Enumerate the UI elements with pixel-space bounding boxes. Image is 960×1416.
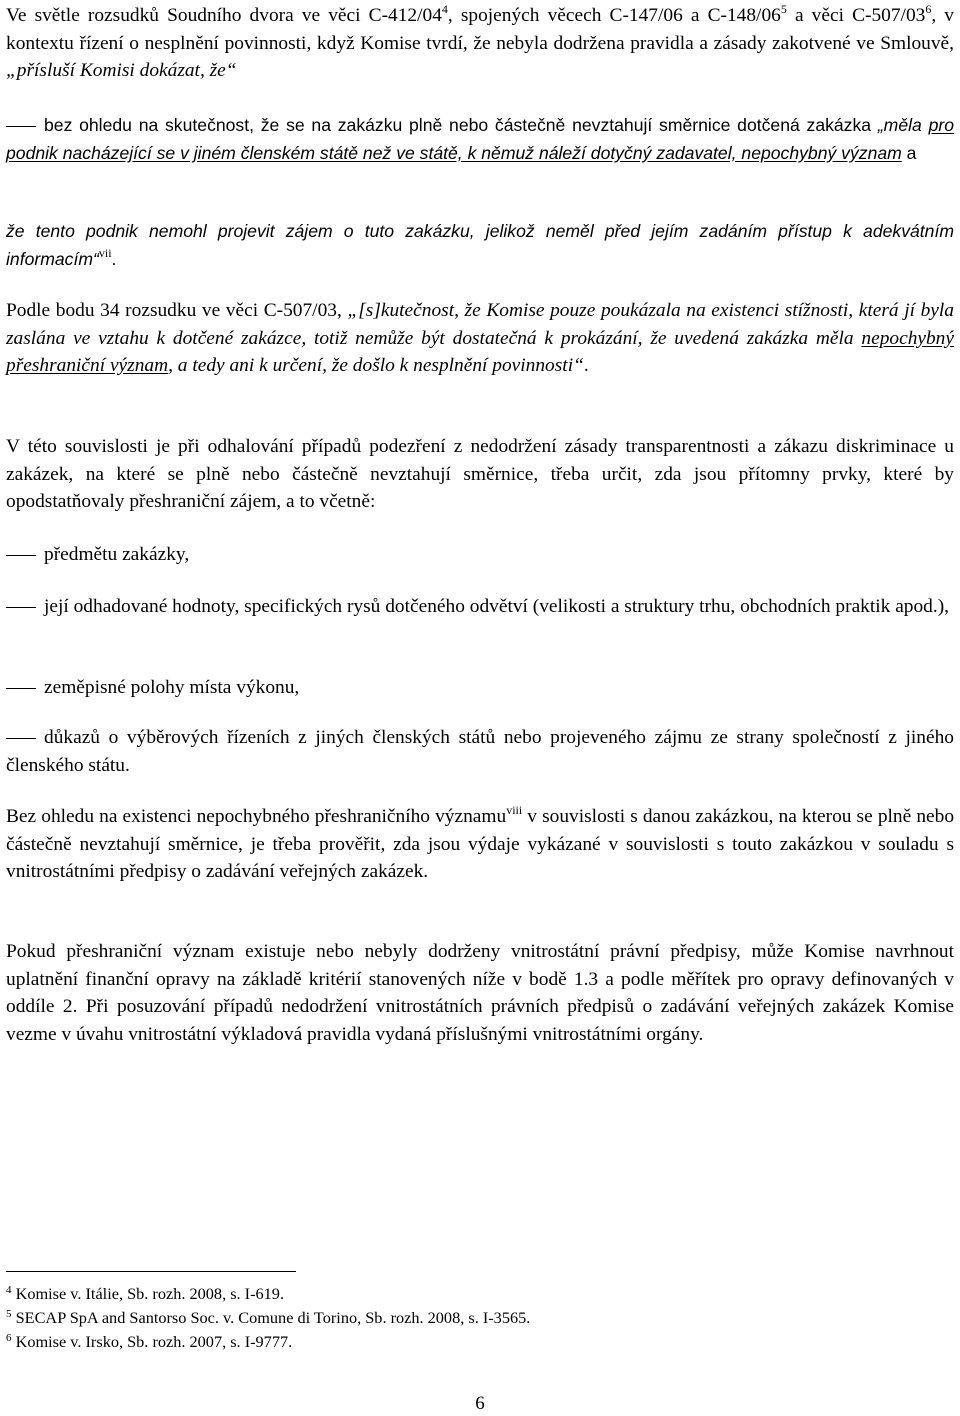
footnote-5: $^5$ SECAP SpA and Santorso Soc. v. Comune di Torino, Sb. rozh. 2008, s. I-3565. <box>6 1308 531 1327</box>
dash-bullet <box>6 126 36 127</box>
list-item: zeměpisné polohy místa výkonu, <box>6 674 954 702</box>
paragraph-cross-border: Pokud přeshraniční význam existuje nebo nebyly dodrženy vnitrostátní právní předpisy, může Komise navrhnout uplatnění finanční opravy na základě kritérií stanovených níže v bodě 1.3 a podle měřítek pro opravy definovaných v oddíle 2. Při posuzování případů nedodržení vnitrostátních právních předpisů o zadávání veřejných zakázek Komise vezme v úvahu vnitrostátní výkladová pravidla vydaná příslušnými vnitrostátními orgány. <box>6 941 954 1045</box>
footnote-ref-4: 4 <box>441 2 448 16</box>
quote-item-1: bez ohledu na skutečnost, že se na zakázku plně nebo částečně nevztahují směrnice dotčená zakázka „měla pro podnik nacházející se v jiném členském státě než ve státě, k němuž náleží dotyčný zadavatel, nepochybný význam a <box>6 115 954 163</box>
footnote-ref-5: 5 <box>780 2 787 16</box>
endnote-ref-viii: viii <box>506 803 523 817</box>
dash-bullet <box>6 555 36 556</box>
footnote-4: $^4$ Komise v. Itálie, Sb. rozh. 2008, s. I-619. <box>6 1284 285 1303</box>
dash-bullet <box>6 738 36 739</box>
paragraph-regardless: Bez ohledu na existenci nepochybného přeshraničního významu$^{viii}$ v souvislosti s danou zakázkou, na kterou se plně nebo částečně nevztahují směrnice, je třeba prověřit, zda jsou výdaje vykázané v souvislosti s touto zakázkou v souladu s vnitrostátními předpisy o zadávání veřejných zakázek. <box>6 803 955 882</box>
dash-bullet <box>6 607 36 608</box>
paragraph-intro: Ve světle rozsudků Soudního dvora ve věci $C-412/04^4$, spojených věcech C-147/06 a $C-148/06^5$ a věci $C-507/03^6$, v kontextu řízení o nesplnění povinnosti, když Komise tvrdí, že nebyla dodržena pravidla a zásady zakotvené ve Smlouvě, „přísluší Komisi dokázat, že“ <box>6 2 954 81</box>
quote-item-2: že tento podnik nemohl projevit zájem o tuto zakázku, jelikož neměl před jejím zadáním přístup k adekvátním informacím“$^{vii}$. <box>6 221 954 269</box>
paragraph-judgment-34: Podle bodu 34 rozsudku ve věci C-507/03, „[s]kutečnost, že Komise pouze poukázala na existenci stížnosti, která jí byla zaslána ve vztahu k dotčené zakázce, totiž nemůže být dostatečná k prokázání, že uvedená zakázka měla nepochybný přeshraniční význam, a tedy ani k určení, že došlo k nesplnění povinnosti“. <box>6 300 954 376</box>
paragraph-context: V této souvislosti je při odhalování případů podezření z nedodržení zásady transparentnosti a zákazu diskriminace u zakázek, na které se plně nebo částečně nevztahují směrnice, třeba určit, zda jsou přítomny prvky, které by opodstatňovaly přeshraniční zájem, a to včetně: <box>6 436 954 512</box>
page-number: 6 <box>475 1393 485 1414</box>
list-item: její odhadované hodnoty, specifických rysů dotčeného odvětví (velikosti a struktury trhu, obchodních praktik apod.), <box>6 593 954 621</box>
footnote-ref-6: 6 <box>925 2 932 16</box>
list-item: předmětu zakázky, <box>6 541 954 569</box>
endnote-ref-vii: vii <box>98 245 112 260</box>
list-item: důkazů o výběrových řízeních z jiných členských států nebo projeveného zájmu ze strany společností z jiného členského státu. <box>6 727 954 776</box>
footnote-separator <box>6 1271 296 1272</box>
dash-bullet <box>6 688 36 689</box>
footnote-6: $^6$ Komise v. Irsko, Sb. rozh. 2007, s. I-9777. <box>6 1332 293 1351</box>
